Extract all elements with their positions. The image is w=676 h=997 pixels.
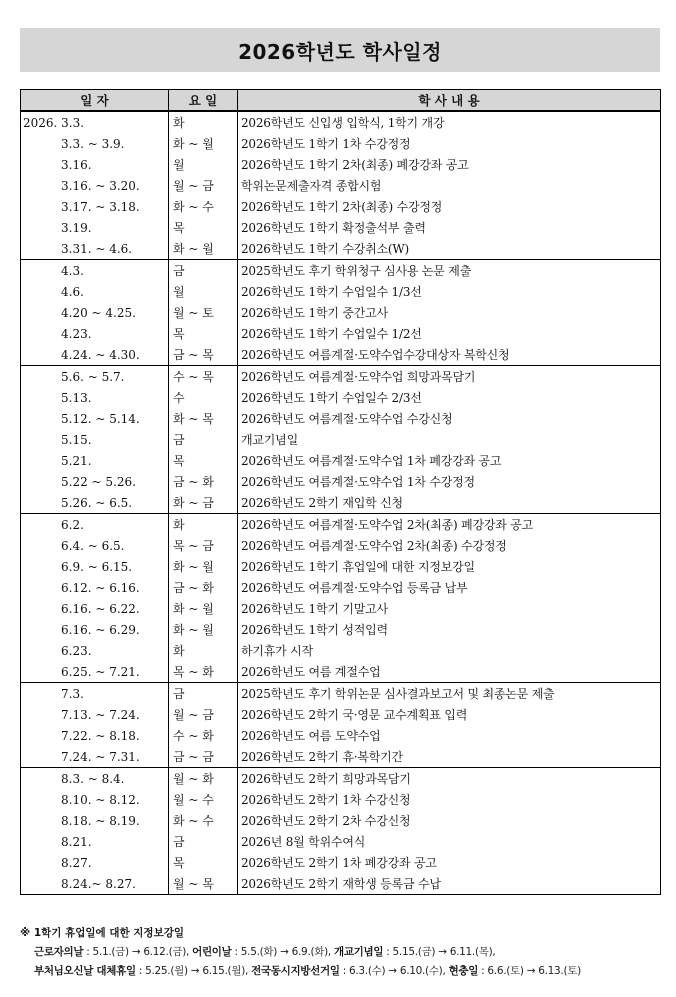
date-cell: 4.6. <box>21 281 169 302</box>
event-cell: 2026학년도 1학기 휴업일에 대한 지정보강일 <box>238 556 661 577</box>
day-cell: 월 ~ 금 <box>169 704 238 725</box>
table-row <box>21 175 661 196</box>
day-cell: 목 <box>169 217 238 238</box>
date-cell: 8.27. <box>21 852 169 873</box>
table-row <box>21 302 661 323</box>
day-cell: 월 <box>169 281 238 302</box>
day-cell: 금 <box>169 429 238 450</box>
date-cell: 5.15. <box>21 429 169 450</box>
day-cell: 목 <box>169 323 238 344</box>
event-cell: 2026학년도 1학기 확정출석부 출력 <box>238 217 661 238</box>
date-cell: 7.13. ~ 7.24. <box>21 704 169 725</box>
date-cell: 5.21. <box>21 450 169 471</box>
date-cell: 7.3. <box>21 683 169 705</box>
event-cell: 2026학년도 1학기 기말고사 <box>238 598 661 619</box>
date-cell: 4.20 ~ 4.25. <box>21 302 169 323</box>
note-value: : 5.5.(화) → 6.9.(화), <box>231 946 334 958</box>
date-cell: 6.23. <box>21 640 169 661</box>
date-cell: 7.24. ~ 7.31. <box>21 746 169 768</box>
date-cell: 3.31. ~ 4.6. <box>21 238 169 260</box>
date-cell: 3.16. <box>21 154 169 175</box>
day-cell: 화 ~ 월 <box>169 598 238 619</box>
table-row <box>21 619 661 640</box>
note-name: 전국동시지방선거일 <box>251 965 340 977</box>
event-cell: 학위논문제출자격 종합시험 <box>238 175 661 196</box>
event-cell: 개교기념일 <box>238 429 661 450</box>
table-row <box>21 387 661 408</box>
day-cell: 화 ~ 월 <box>169 619 238 640</box>
header-row <box>21 90 661 112</box>
event-cell: 2026학년도 2학기 2차 수강신청 <box>238 810 661 831</box>
date-cell: 3.19. <box>21 217 169 238</box>
table-row <box>21 810 661 831</box>
makeup-notes <box>20 925 670 982</box>
event-cell: 2026학년도 2학기 국·영문 교수계획표 입력 <box>238 704 661 725</box>
title-bar <box>20 28 660 72</box>
table-row <box>21 556 661 577</box>
event-cell: 2026학년도 1학기 수업일수 1/3선 <box>238 281 661 302</box>
date-cell: 5.12. ~ 5.14. <box>21 408 169 429</box>
table-row <box>21 492 661 514</box>
table-row <box>21 133 661 154</box>
day-cell: 목 ~ 금 <box>169 535 238 556</box>
day-cell: 금 <box>169 683 238 705</box>
day-cell: 금 ~ 화 <box>169 577 238 598</box>
table-row <box>21 746 661 768</box>
event-cell: 2026학년도 여름 계절수업 <box>238 661 661 683</box>
date-cell: 5.22 ~ 5.26. <box>21 471 169 492</box>
date-cell: 8.24.~ 8.27. <box>21 873 169 895</box>
date-cell: 4.3. <box>21 260 169 282</box>
day-cell: 화 ~ 목 <box>169 408 238 429</box>
event-cell: 2025학년도 후기 학위청구 심사용 논문 제출 <box>238 260 661 282</box>
note-name: 개교기념일 <box>334 946 384 958</box>
event-cell: 2026학년도 1학기 성적입력 <box>238 619 661 640</box>
event-cell: 2026학년도 여름계절·도약수업 희망과목담기 <box>238 366 661 388</box>
date-cell: 7.22. ~ 8.18. <box>21 725 169 746</box>
table-row <box>21 535 661 556</box>
note-name: 근로자의날 <box>34 946 84 958</box>
day-cell: 목 <box>169 450 238 471</box>
table-row <box>21 704 661 725</box>
event-cell: 2026학년도 2학기 희망과목담기 <box>238 768 661 790</box>
day-cell: 월 ~ 화 <box>169 768 238 790</box>
day-cell: 금 <box>169 260 238 282</box>
note-value: : 5.1.(금) → 6.12.(금), <box>83 946 193 958</box>
event-cell: 2026학년도 여름 도약수업 <box>238 725 661 746</box>
table-row <box>21 598 661 619</box>
date-cell: 6.25. ~ 7.21. <box>21 661 169 683</box>
table-row <box>21 154 661 175</box>
event-cell: 2026학년도 1학기 2차(최종) 수강정정 <box>238 196 661 217</box>
table-row <box>21 344 661 366</box>
table-row <box>21 111 661 133</box>
event-cell: 2026학년도 여름계절·도약수업 수강신청 <box>238 408 661 429</box>
event-cell: 2026학년도 2학기 휴·복학기간 <box>238 746 661 768</box>
day-cell: 월 ~ 목 <box>169 873 238 895</box>
table-row <box>21 577 661 598</box>
day-cell: 수 ~ 목 <box>169 366 238 388</box>
date-cell: 5.13. <box>21 387 169 408</box>
notes-heading: ※ 1학기 휴업일에 대한 지정보강일 <box>20 927 184 939</box>
day-cell: 화 ~ 수 <box>169 810 238 831</box>
table-row <box>21 683 661 705</box>
event-cell: 2026학년도 여름계절·도약수업 등록금 납부 <box>238 577 661 598</box>
note-value: : 6.6.(토) → 6.13.(토) <box>478 965 581 977</box>
date-cell: 6.9. ~ 6.15. <box>21 556 169 577</box>
event-cell: 2026년 8월 학위수여식 <box>238 831 661 852</box>
date-cell: 5.6. ~ 5.7. <box>21 366 169 388</box>
day-cell: 화 ~ 월 <box>169 238 238 260</box>
event-cell: 2026학년도 2학기 1차 수강신청 <box>238 789 661 810</box>
event-cell: 2026학년도 신입생 입학식, 1학기 개강 <box>238 111 661 133</box>
notes-line-2 <box>20 963 670 978</box>
table-row <box>21 661 661 683</box>
day-cell: 목 <box>169 852 238 873</box>
page-title: 2026학년도 학사일정 <box>238 39 442 64</box>
date-cell: 5.26. ~ 6.5. <box>21 492 169 514</box>
event-cell: 2026학년도 1학기 수강취소(W) <box>238 238 661 260</box>
event-cell: 2026학년도 2학기 재입학 신청 <box>238 492 661 514</box>
day-cell: 화 ~ 월 <box>169 556 238 577</box>
date-cell: 3.3. ~ 3.9. <box>21 133 169 154</box>
table-row <box>21 217 661 238</box>
table-row <box>21 260 661 282</box>
table-row <box>21 408 661 429</box>
day-cell: 월 ~ 금 <box>169 175 238 196</box>
note-value: : 6.3.(수) → 6.10.(수), <box>339 965 449 977</box>
day-cell: 화 <box>169 514 238 536</box>
event-cell: 2026학년도 1학기 1차 수강정정 <box>238 133 661 154</box>
table-row <box>21 366 661 388</box>
day-cell: 수 ~ 화 <box>169 725 238 746</box>
table-row <box>21 640 661 661</box>
day-cell: 월 ~ 수 <box>169 789 238 810</box>
table-row <box>21 852 661 873</box>
event-cell: 2026학년도 여름계절·도약수업수강대상자 복학신청 <box>238 344 661 366</box>
day-cell: 금 <box>169 831 238 852</box>
event-cell: 하기휴가 시작 <box>238 640 661 661</box>
schedule-table <box>20 89 661 895</box>
day-cell: 화 <box>169 111 238 133</box>
day-cell: 월 ~ 토 <box>169 302 238 323</box>
table-row <box>21 768 661 790</box>
date-cell: 4.24. ~ 4.30. <box>21 344 169 366</box>
day-cell: 화 ~ 금 <box>169 492 238 514</box>
event-cell: 2026학년도 여름계절·도약수업 1차 폐강강좌 공고 <box>238 450 661 471</box>
event-cell: 2026학년도 1학기 수업일수 2/3선 <box>238 387 661 408</box>
day-cell: 금 ~ 화 <box>169 471 238 492</box>
date-cell: 4.23. <box>21 323 169 344</box>
date-cell: 6.4. ~ 6.5. <box>21 535 169 556</box>
event-cell: 2026학년도 2학기 1차 폐강강좌 공고 <box>238 852 661 873</box>
day-cell: 수 <box>169 387 238 408</box>
notes-line-1 <box>20 944 670 959</box>
date-cell: 2026. 3.3. <box>21 111 169 133</box>
date-cell: 8.18. ~ 8.19. <box>21 810 169 831</box>
event-cell: 2026학년도 여름계절·도약수업 2차(최종) 폐강강좌 공고 <box>238 514 661 536</box>
header-day: 요 일 <box>169 90 238 112</box>
table-row <box>21 789 661 810</box>
table-row <box>21 429 661 450</box>
event-cell: 2026학년도 1학기 중간고사 <box>238 302 661 323</box>
day-cell: 금 ~ 목 <box>169 344 238 366</box>
event-cell: 2026학년도 2학기 재학생 등록금 수납 <box>238 873 661 895</box>
day-cell: 금 ~ 금 <box>169 746 238 768</box>
date-cell: 6.2. <box>21 514 169 536</box>
date-cell: 6.16. ~ 6.22. <box>21 598 169 619</box>
date-cell: 8.3. ~ 8.4. <box>21 768 169 790</box>
note-value: : 5.15.(금) → 6.11.(목), <box>383 946 496 958</box>
table-row <box>21 281 661 302</box>
table-row <box>21 514 661 536</box>
table-row <box>21 873 661 895</box>
table-row <box>21 471 661 492</box>
event-cell: 2026학년도 여름계절·도약수업 2차(최종) 수강정정 <box>238 535 661 556</box>
table-row <box>21 450 661 471</box>
day-cell: 목 ~ 화 <box>169 661 238 683</box>
event-cell: 2026학년도 1학기 수업일수 1/2선 <box>238 323 661 344</box>
event-cell: 2026학년도 여름계절·도약수업 1차 수강정정 <box>238 471 661 492</box>
date-cell: 6.16. ~ 6.29. <box>21 619 169 640</box>
day-cell: 화 ~ 월 <box>169 133 238 154</box>
note-name: 어린이날 <box>192 946 232 958</box>
date-cell: 6.12. ~ 6.16. <box>21 577 169 598</box>
table-row <box>21 831 661 852</box>
date-cell: 8.10. ~ 8.12. <box>21 789 169 810</box>
event-cell: 2025학년도 후기 학위논문 심사결과보고서 및 최종논문 제출 <box>238 683 661 705</box>
day-cell: 화 <box>169 640 238 661</box>
day-cell: 화 ~ 수 <box>169 196 238 217</box>
note-name: 부처님오신날 대체휴일 <box>34 965 136 977</box>
date-cell: 3.17. ~ 3.18. <box>21 196 169 217</box>
table-row <box>21 238 661 260</box>
table-row <box>21 323 661 344</box>
note-name: 현충일 <box>448 965 479 977</box>
note-value: : 5.25.(월) → 6.15.(월), <box>135 965 252 977</box>
table-row <box>21 196 661 217</box>
table-row <box>21 725 661 746</box>
date-cell: 8.21. <box>21 831 169 852</box>
header-event: 학 사 내 용 <box>238 90 661 112</box>
header-date: 일 자 <box>21 90 169 112</box>
schedule-body <box>21 111 661 895</box>
day-cell: 월 <box>169 154 238 175</box>
event-cell: 2026학년도 1학기 2차(최종) 폐강강좌 공고 <box>238 154 661 175</box>
date-cell: 3.16. ~ 3.20. <box>21 175 169 196</box>
